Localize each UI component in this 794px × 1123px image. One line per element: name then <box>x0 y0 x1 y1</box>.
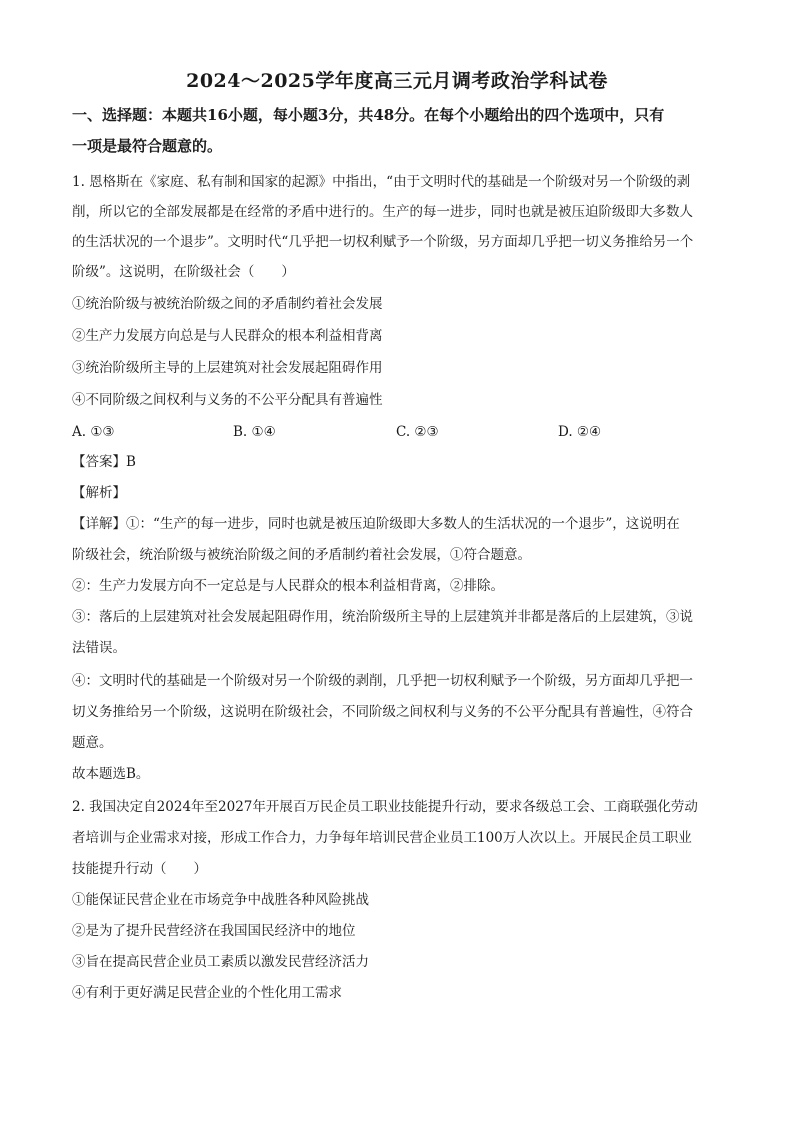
q1-option-c: C. ②③ <box>396 424 439 440</box>
q2-item-1: ①能保证民营企业在市场竞争中战胜各种风险挑战 <box>72 892 369 908</box>
q1-stem-line-3: 的生活状况的一个退步”。文明时代“几乎把一切权利赋予一个阶级，另方面却几乎把一切义务推给另一个 <box>72 234 694 250</box>
q1-detail-line-2: 阶级社会，统治阶级与被统治阶级之间的矛盾制约着社会发展，①符合题意。 <box>72 547 531 563</box>
q2-item-3: ③旨在提高民营企业员工素质以激发民营经济活力 <box>72 954 369 970</box>
page-title: 2024～2025学年度高三元月调考政治学科试卷 <box>186 70 608 92</box>
section-heading-line-1: 一、选择题：本题共16小题，每小题3分，共48分。在每个小题给出的四个选项中，只有 <box>72 106 665 124</box>
q1-stem-line-2: 削，所以它的全部发展都是在经常的矛盾中进行的。生产的每一进步，同时也就是被压迫阶级即大多数人 <box>72 204 693 220</box>
q1-detail-line-3: ②：生产力发展方向不一定总是与人民群众的根本利益相背离，②排除。 <box>72 578 504 594</box>
q2-stem-line-2: 者培训与企业需求对接，形成工作合力，力争每年培训民营企业员工100万人次以上。开展民企员工职业 <box>72 830 692 846</box>
q1-detail-line-9: 故本题选B。 <box>72 766 150 782</box>
q1-stem-line-1: 1. 恩格斯在《家庭、私有制和国家的起源》中指出，“由于文明时代的基础是一个阶级对另一个阶级的剥 <box>72 174 691 190</box>
q1-detail-line-6: ④：文明时代的基础是一个阶级对另一个阶级的剥削，几乎把一切权利赋予一个阶级，另方面却几乎把一 <box>72 673 693 689</box>
q1-detail-line-1: 【详解】①：“生产的每一进步，同时也就是被压迫阶级即大多数人的生活状况的一个退步”，这说明在 <box>72 516 680 532</box>
q1-detail-line-7: 切义务推给另一个阶级，这说明在阶级社会，不同阶级之间权利与义务的不公平分配具有普遍性，④符合 <box>72 704 693 720</box>
q1-option-b: B. ①④ <box>233 424 276 440</box>
q2-item-4: ④有利于更好满足民营企业的个性化用工需求 <box>72 985 342 1001</box>
q1-item-2: ②生产力发展方向总是与人民群众的根本利益相背离 <box>72 328 383 344</box>
q1-analysis-label: 【解析】 <box>72 485 126 501</box>
q2-item-2: ②是为了提升民营经济在我国国民经济中的地位 <box>72 923 356 939</box>
q1-stem-line-4: 阶级”。这说明，在阶级社会（ ） <box>72 264 295 280</box>
q1-option-a: A. ①③ <box>72 424 115 440</box>
q1-detail-line-4: ③：落后的上层建筑对社会发展起阻碍作用，统治阶级所主导的上层建筑并非都是落后的上层建筑，③说 <box>72 609 693 625</box>
q1-item-3: ③统治阶级所主导的上层建筑对社会发展起阻碍作用 <box>72 360 383 376</box>
q1-item-1: ①统治阶级与被统治阶级之间的矛盾制约着社会发展 <box>72 296 383 312</box>
section-heading-line-2: 一项是最符合题意的。 <box>72 137 223 155</box>
q2-stem-line-1: 2. 我国决定自2024年至2027年开展百万民企员工职业技能提升行动，要求各级总工会、工商联强化劳动 <box>72 799 698 815</box>
q1-item-4: ④不同阶级之间权利与义务的不公平分配具有普遍性 <box>72 392 383 408</box>
q1-option-d: D. ②④ <box>558 424 602 440</box>
q1-detail-line-5: 法错误。 <box>72 640 126 656</box>
q1-detail-line-8: 题意。 <box>72 735 113 751</box>
q1-answer: 【答案】B <box>72 454 136 470</box>
q2-stem-line-3: 技能提升行动（ ） <box>72 861 207 877</box>
